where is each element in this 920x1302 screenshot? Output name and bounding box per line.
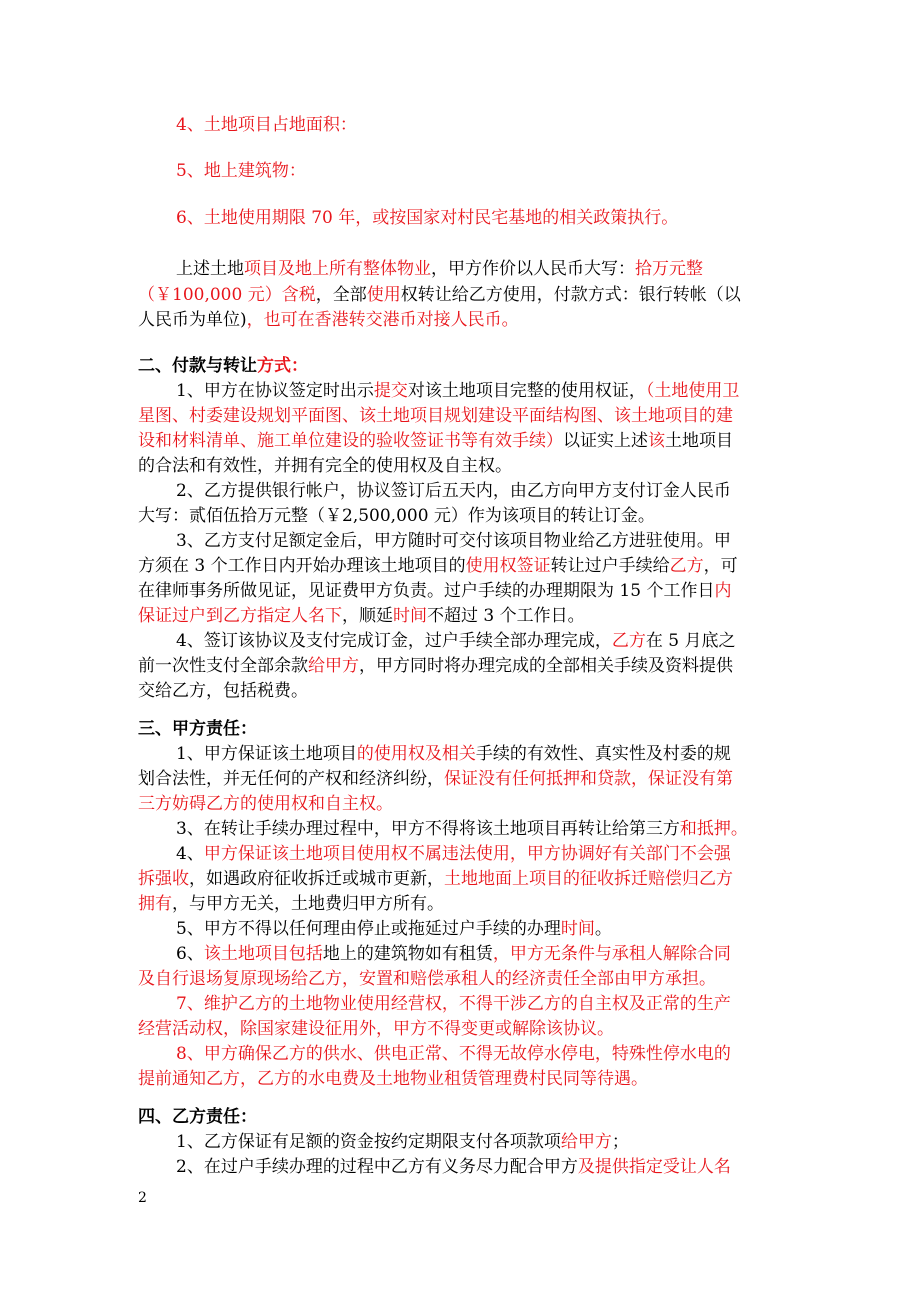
s3-p3-line xyxy=(176,816,748,842)
s3-p6-line-2: 及自行退场复原现场给乙方，安置和赔偿承租人的经济责任全部由甲方承担。 xyxy=(138,969,716,989)
text-run-red: ，甲方无条件与承租人解除合同 xyxy=(492,944,731,964)
text-run-red: 土地地面上项目的征收拆迁赔偿归乙方 xyxy=(444,869,733,889)
page-number: 2 xyxy=(138,1190,147,1206)
text-run-red: （土地使用卫 xyxy=(645,381,740,401)
text-run-red: 时间 xyxy=(560,919,595,939)
s2-p3-line-4 xyxy=(138,603,585,629)
summary-line-3 xyxy=(138,307,519,333)
heading-text: 二、付款与转让 xyxy=(138,356,257,376)
text-run-red: 使用权签证 xyxy=(465,556,551,576)
s2-p3-line-2 xyxy=(138,553,738,579)
text-run: ，与甲方无关，土地费归甲方所有。 xyxy=(172,894,444,914)
text-run: 转让过户手续给 xyxy=(550,556,670,576)
text-run-red: 甲方保证该土地项目使用权不属违法使用，甲方协调好有关部门不会强 xyxy=(203,844,731,864)
s2-p3-line-3 xyxy=(138,578,731,604)
text-run-red: 项目及地上所有整体物业 xyxy=(244,259,431,279)
s2-p3-line-1: 3、乙方支付足额定金后，甲方随时可交付该项目物业给乙方进驻使用。甲 xyxy=(176,531,731,551)
text-run-red: 乙方 xyxy=(669,556,704,576)
text-run: 前一次性支付全部余款 xyxy=(138,656,308,676)
s2-p1-line-4: 的合法和有效性，并拥有完全的使用权及自主权。 xyxy=(138,456,512,476)
s2-p4-line-1 xyxy=(176,628,735,654)
s2-p4-line-2 xyxy=(138,653,733,679)
text-run-red: 拆强收 xyxy=(138,869,189,889)
s3-p8-line-1: 8、甲方确保乙方的供水、供电正常、不得无故停水停电，特殊性停水电的 xyxy=(176,1044,731,1064)
text-run: ，如遇政府征收拆迁或城市更新， xyxy=(189,869,444,889)
s3-p4-line-1 xyxy=(176,841,731,867)
text-run-red: 拥有 xyxy=(138,894,172,914)
text-run-red: 给甲方 xyxy=(308,656,359,676)
text-run: 对该土地项目完整的使用权证， xyxy=(407,381,646,401)
s3-p4-line-2 xyxy=(138,866,733,892)
text-run: 。 xyxy=(594,919,612,939)
heading-text-red: 方式： xyxy=(257,356,308,376)
text-run: 土地项目 xyxy=(665,431,733,451)
text-run: 地上的建筑物如有租赁 xyxy=(322,944,493,964)
text-run: ，甲方同时将办理完成的全部相关手续及资料提供 xyxy=(359,656,733,676)
s2-p4-line-3: 交给乙方，包括税费。 xyxy=(138,681,308,701)
text-run: 在律师事务所做见证，见证费甲方负责。过户手续的办理期限为 15 个工作日 xyxy=(138,581,715,601)
text-run-red: 该土地项目包括 xyxy=(203,944,323,964)
text-run-red: 保证过户到乙方指定人名下 xyxy=(138,606,342,626)
price-figure: （￥100,000 元）含税 xyxy=(138,285,316,305)
s3-p7-line-1: 7、维护乙方的土地物业使用经营权，不得干涉乙方的自主权及正常的生产 xyxy=(176,994,731,1014)
text-run: 1、甲方保证该土地项目 xyxy=(176,744,357,764)
text-run: 5、甲方不得以任何理由停止或拖延过户手续的办理 xyxy=(176,919,561,939)
text-run: 1、乙方保证有足额的资金按约定期限支付各项款项 xyxy=(176,1132,561,1152)
text-run: ，全部 xyxy=(315,285,367,305)
price-words: 拾万元整 xyxy=(635,259,703,279)
text-run-red: 保证没有任何抵押和贷款，保证没有第 xyxy=(444,769,733,789)
text-run: 权转让给乙方使用，付款方式：银行转帐（以 xyxy=(400,285,741,305)
item-4-land-area: 4、土地项目占地面积： xyxy=(176,115,357,135)
text-run: 划合法性，并无任何的产权和经济纠纷， xyxy=(138,769,444,789)
text-run: ，可 xyxy=(703,556,738,576)
text-run: 3、在转让手续办理过程中，甲方不得将该土地项目再转让给第三方 xyxy=(176,819,680,839)
s3-p1-line-1 xyxy=(176,741,731,767)
text-run: ，顺延 xyxy=(342,606,393,626)
text-run-red: 乙方 xyxy=(611,631,646,651)
s2-p1-line-3 xyxy=(138,428,733,454)
item-5-buildings: 5、地上建筑物： xyxy=(176,161,306,181)
text-run-red: 及提供指定受让人名 xyxy=(577,1157,731,1177)
s2-p1-line-1 xyxy=(176,378,739,404)
summary-line-1 xyxy=(176,256,703,282)
text-run-red: 内 xyxy=(714,581,732,601)
text-run-red: 使用 xyxy=(366,285,401,305)
text-run-red: 设和材料清单、施工单位建设的验收签证书等有效手续） xyxy=(138,431,563,451)
text-run: 在 5 月底之 xyxy=(645,631,736,651)
s3-p4-line-3 xyxy=(138,891,444,917)
s3-p1-line-3: 三方妨碍乙方的使用权和自主权。 xyxy=(138,794,393,814)
text-run: 4、 xyxy=(176,844,204,864)
text-run-red: 时间 xyxy=(393,606,427,626)
s3-p8-line-2: 提前通知乙方，乙方的水电费及土地物业租赁管理费村民同等待遇。 xyxy=(138,1069,648,1089)
item-6-land-term: 6、土地使用期限 70 年，或按国家对村民宅基地的相关政策执行。 xyxy=(176,208,679,228)
section-2-heading xyxy=(138,353,308,379)
s2-p1-line-2: 星图、村委建设规划平面图、该土地项目规划建设平面结构图、该土地项目的建 xyxy=(138,406,733,426)
text-run-red: 提交 xyxy=(373,381,408,401)
s3-p6-line-1 xyxy=(176,941,731,967)
section-4-heading: 四、乙方责任： xyxy=(138,1107,257,1127)
text-run: 人民币为单位) xyxy=(138,310,247,330)
s2-p2-line-1: 2、乙方提供银行帐户，协议签订后五天内，由乙方向甲方支付订金人民币 xyxy=(176,481,731,501)
text-run-red: ，也可在香港转交港币对接人民币。 xyxy=(246,310,519,330)
text-run-red: 给甲方 xyxy=(560,1132,612,1152)
text-run-red: 该 xyxy=(648,431,665,451)
s4-p2-line xyxy=(176,1154,731,1180)
s3-p5-line xyxy=(176,916,612,942)
s2-p2-line-2: 大写：贰佰伍拾万元整（￥2,500,000 元）作为该项目的转让订金。 xyxy=(138,506,655,526)
s3-p7-line-2: 经营活动权，除国家建设征用外，甲方不得变更或解除该协议。 xyxy=(138,1019,614,1039)
text-run: 以证实上述 xyxy=(563,431,648,451)
s4-p1-line xyxy=(176,1129,629,1155)
text-run: 不超过 3 个工作日。 xyxy=(427,606,585,626)
text-run: ； xyxy=(611,1132,629,1152)
text-run: 上述土地 xyxy=(176,259,244,279)
text-run: 1、甲方在协议签定时出示 xyxy=(176,381,374,401)
text-run: 方须在 3 个工作日内开始办理该土地项目的 xyxy=(138,556,466,576)
text-run: 手续的有效性、真实性及村委的规 xyxy=(475,744,731,764)
section-3-heading: 三、甲方责任： xyxy=(138,719,257,739)
text-run: 6、 xyxy=(176,944,204,964)
text-run: 2、在过户手续办理的过程中乙方有义务尽力配合甲方 xyxy=(176,1157,578,1177)
text-run: 4、签订该协议及支付完成订金，过户手续全部办理完成， xyxy=(176,631,612,651)
summary-line-2 xyxy=(138,282,741,308)
text-run-red: 的使用权及相关 xyxy=(356,744,476,764)
text-run: ，甲方作价以人民币大写： xyxy=(431,259,635,279)
text-run-red: 和抵押。 xyxy=(679,819,748,839)
s3-p1-line-2 xyxy=(138,766,733,792)
